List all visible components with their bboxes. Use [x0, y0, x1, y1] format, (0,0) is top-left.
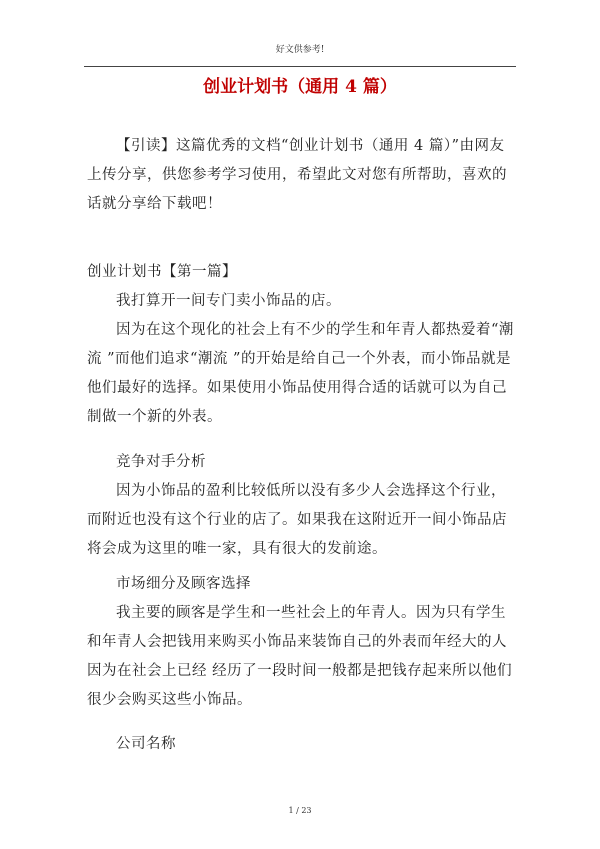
document-title: 创业计划书（通用 4 篇）: [203, 77, 397, 97]
page-number: 1 / 23: [288, 806, 312, 815]
subheading-company-name: 公司名称: [116, 736, 176, 752]
body-paragraph-2: 因为在这个现化的社会上有不少的学生和年青人都热爱着“潮流 ”而他们追求“潮流 ”的开始是给自己一个外表，而小饰品就是他们最好的选择。如果使用小饰品使用得合适的话就可以为自己制做一个新的外表。: [87, 322, 514, 425]
subheading-competitors: 竞争对手分析: [116, 454, 206, 470]
body-paragraph-1: 我打算开一间专门卖小饰品的店。: [116, 293, 341, 309]
intro-paragraph: 【引读】这篇优秀的文档“创业计划书（通用 4 篇）”由网友上传分享，供您参考学习使用，希望此文对您有所帮助，喜欢的话就分享给下载吧！: [87, 138, 507, 212]
header-divider: [84, 66, 516, 67]
page-header: 好文供参考!: [275, 45, 325, 55]
body-paragraph-4: 我主要的顾客是学生和一些社会上的年青人。因为只有学生和年青人会把钱用来购买小饰品来装饰自己的外表而年经大的人因为在社会上已经 经历了一段时间一般都是把钱存起来所以他们很少会购买这些小饰品。: [87, 605, 513, 708]
subheading-market: 市场细分及顾客选择: [116, 576, 251, 592]
section-heading: 创业计划书【第一篇】: [87, 264, 237, 280]
body-paragraph-3: 因为小饰品的盈利比较低所以没有多少人会选择这个行业，而附近也没有这个行业的店了。如果我在这附近开一间小饰品店将会成为这里的唯一家，具有很大的发前途。: [87, 483, 507, 557]
